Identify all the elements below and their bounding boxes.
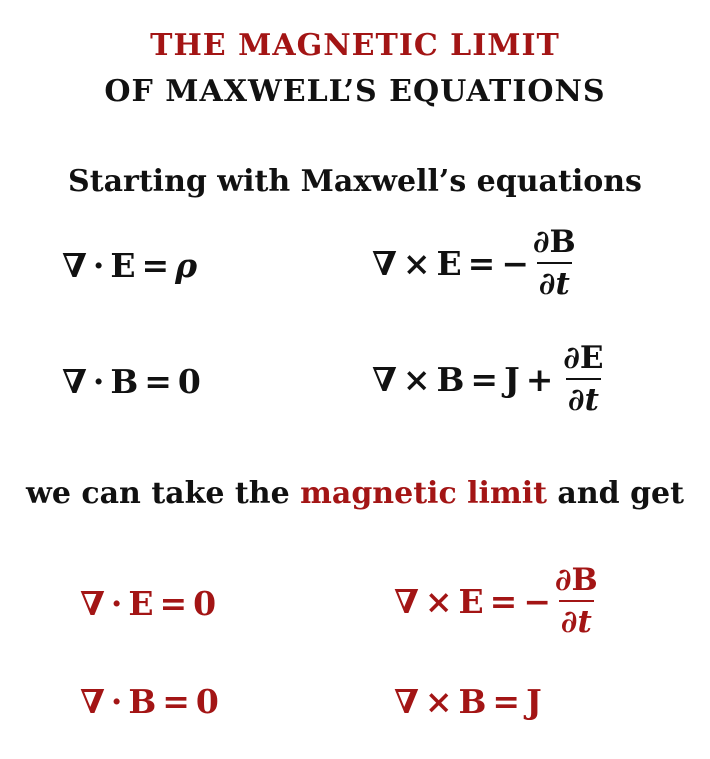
bridge-text [0, 476, 710, 511]
ampere-maxwell-law: ∇ × B = J + $\frac{\partial E}{\partial t}$ [372, 340, 604, 418]
limit-faraday-law: ∇ × E = − $\frac{\partial B}{\partial t}$ [394, 562, 598, 640]
gauss-law-b: ∇ · B = 0 [62, 362, 201, 401]
fraction-dE-dt: $\frac{\partial E}{\partial t}$ [563, 340, 604, 418]
magnetic-limit-highlight: magnetic limit [300, 476, 547, 511]
title-line-2: OF MAXWELL’S EQUATIONS [104, 74, 606, 109]
limit-gauss-law-e: ∇ · E = 0 [80, 584, 217, 623]
limit-fraction-dB-dt: $\frac{\partial B}{\partial t}$ [554, 562, 598, 640]
faraday-law: ∇ × E = − $\frac{\partial B}{\partial t}$ [372, 224, 576, 302]
title-line-1: THE MAGNETIC LIMIT [150, 28, 560, 63]
intro-text: Starting with Maxwell’s equations [68, 164, 642, 199]
limit-ampere-law: ∇ × B = J [394, 682, 542, 721]
bridge-after: and get [546, 476, 684, 511]
gauss-law-e: ∇ · E = ρ [62, 246, 198, 285]
limit-gauss-law-b: ∇ · B = 0 [80, 682, 219, 721]
fraction-dB-dt: $\frac{\partial B}{\partial t}$ [532, 224, 576, 302]
bridge-before: we can take the [26, 476, 301, 511]
